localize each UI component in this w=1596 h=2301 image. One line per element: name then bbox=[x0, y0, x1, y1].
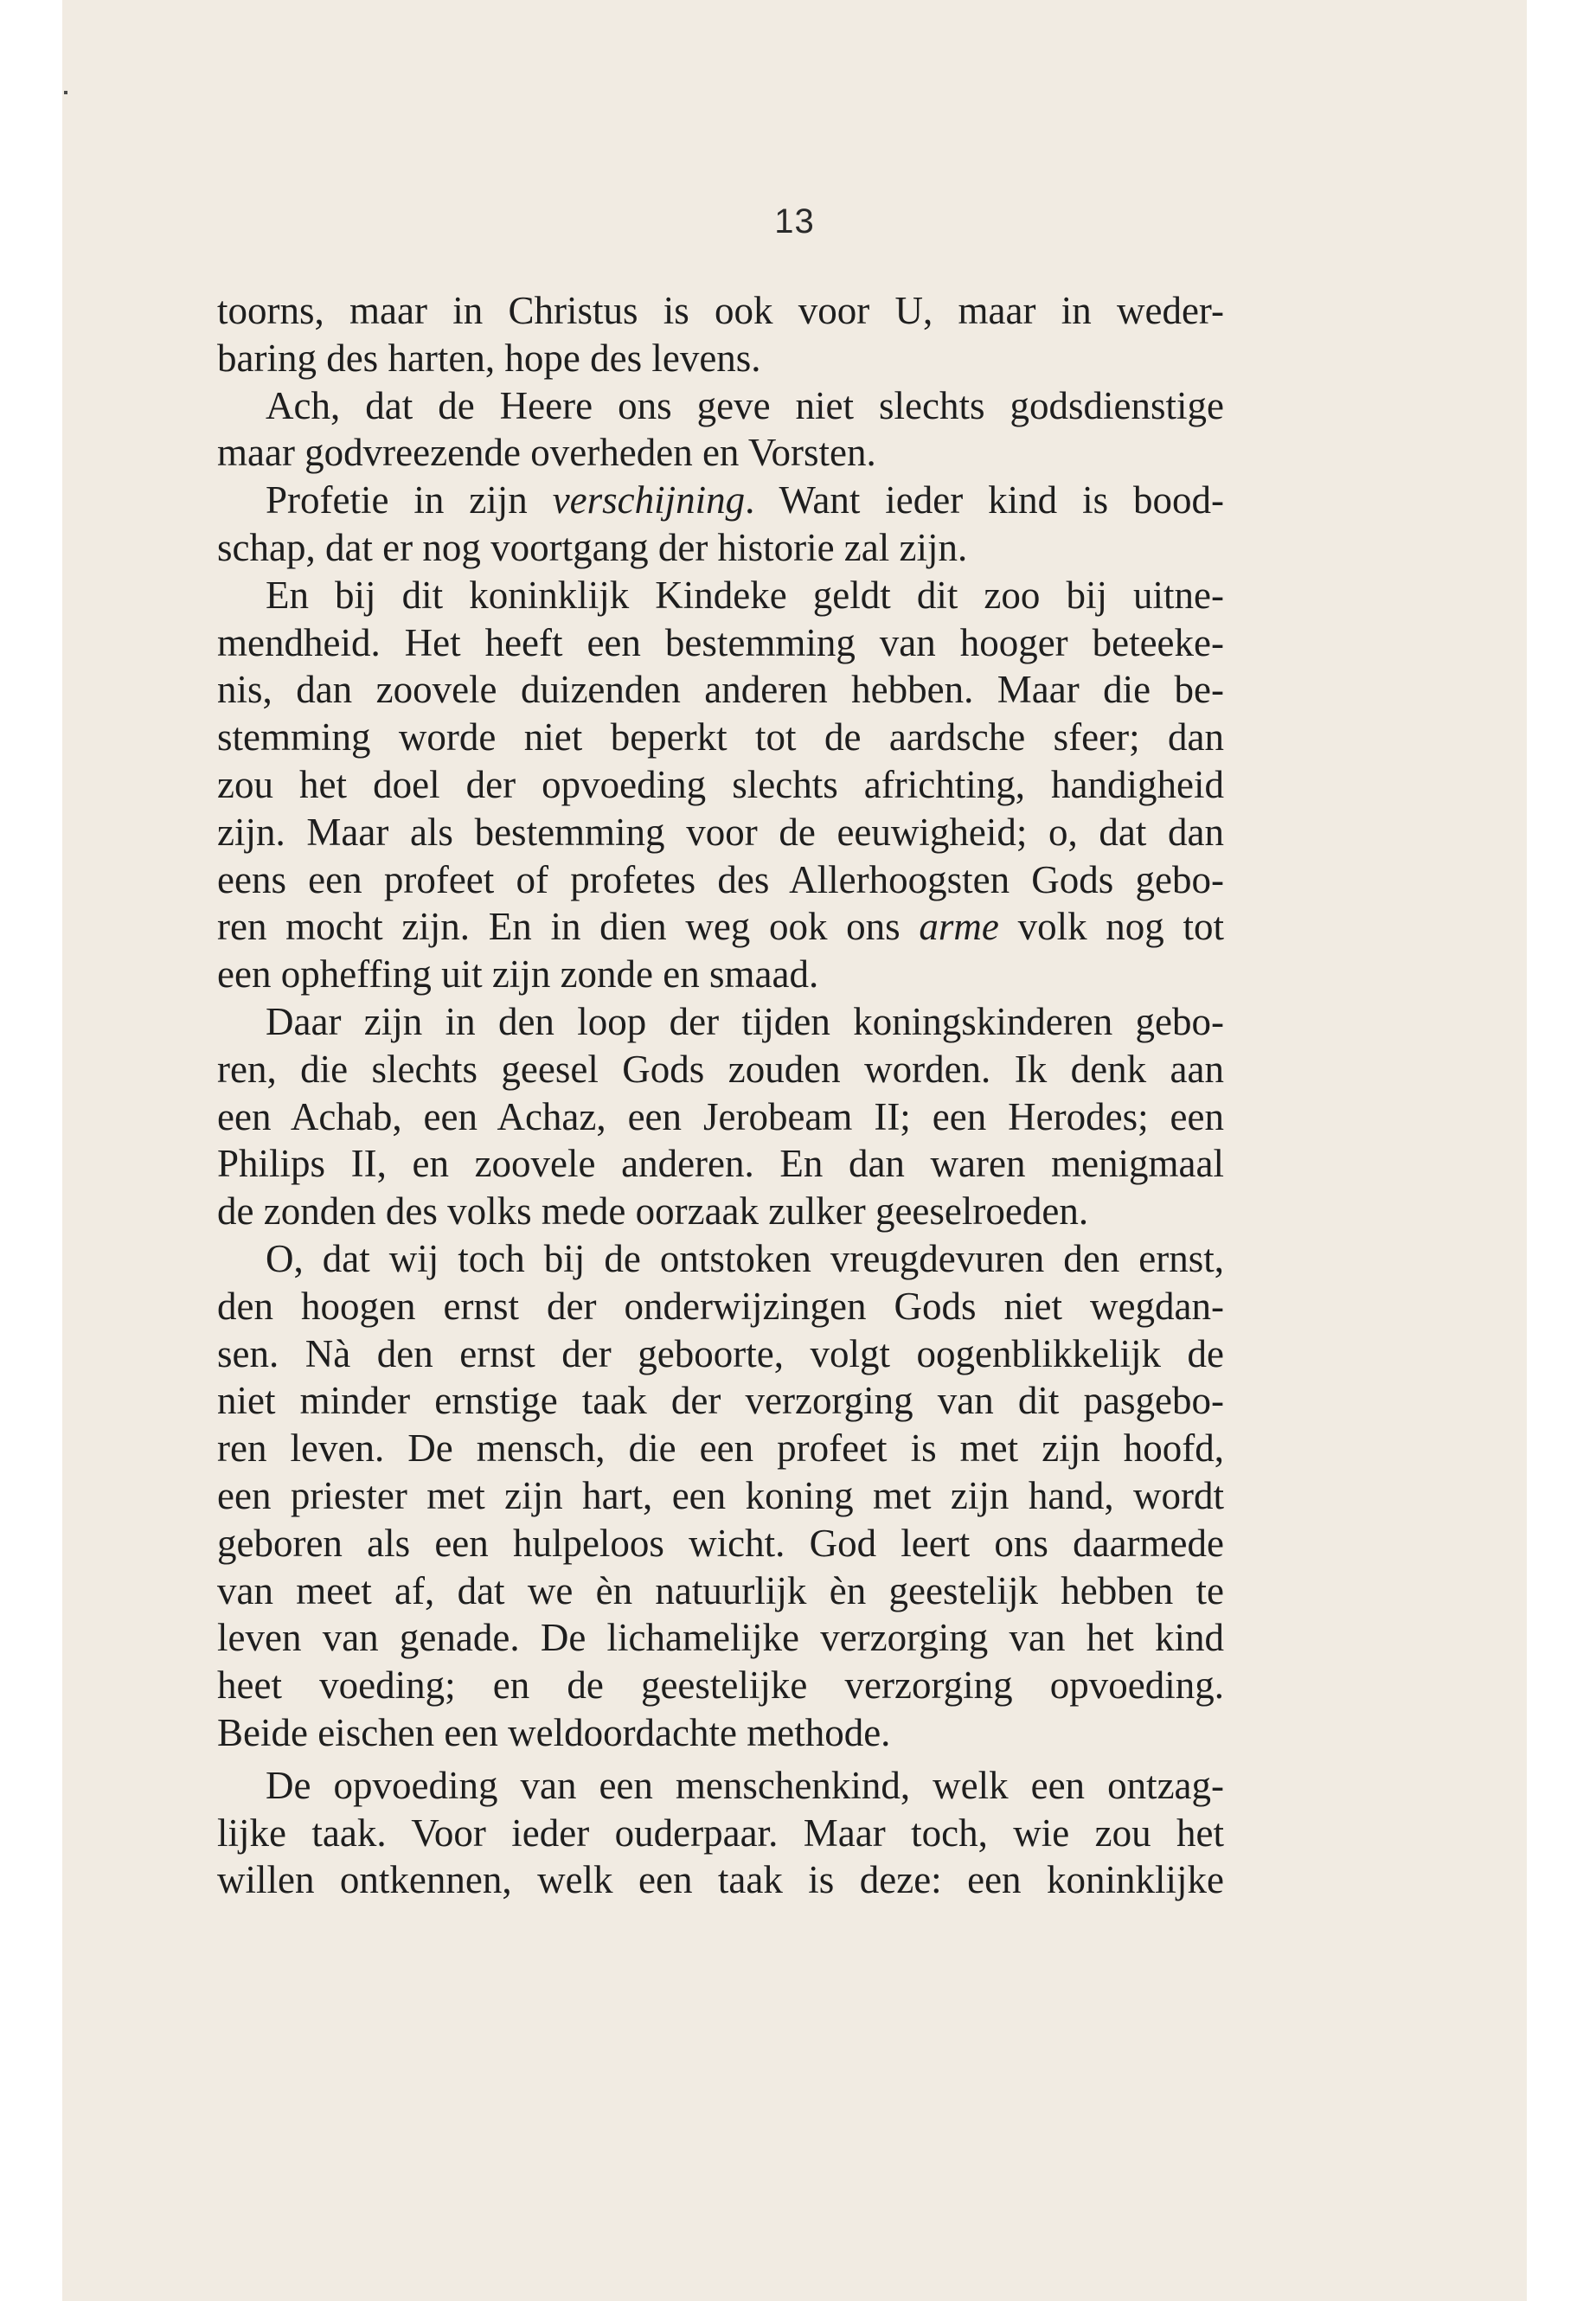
paragraph-line: sen. Nà den ernst der geboorte, volgt oogenblikkelijk de bbox=[217, 1331, 1224, 1375]
body-text bbox=[217, 287, 1224, 1904]
text-run: Profetie in zijn bbox=[266, 478, 553, 522]
paragraph-line: ren, die slechts geesel Gods zouden worden. Ik denk aan bbox=[217, 1047, 1224, 1091]
paragraph-line: Philips II, en zoovele anderen. En dan waren menigmaal bbox=[217, 1142, 1224, 1186]
paragraph-line: de zonden des volks mede oorzaak zulker geeselroeden. bbox=[217, 1189, 1089, 1234]
paragraph-line: Daar zijn in den loop der tijden koningskinderen gebo- bbox=[266, 999, 1224, 1043]
text-run: volk nog tot bbox=[998, 905, 1224, 949]
text-run: . Want ieder kind is bood- bbox=[745, 478, 1224, 522]
paragraph-line: eens een profeet of profetes des Allerhoogsten Gods gebo- bbox=[217, 857, 1224, 901]
paragraph-line: baring des harten, hope des levens. bbox=[217, 336, 761, 380]
paragraph-line: maar godvreezende overheden en Vorsten. bbox=[217, 431, 876, 475]
paragraph-line: zijn. Maar als bestemming voor de eeuwigheid; o, dat dan bbox=[217, 810, 1224, 854]
paragraph-line: een Achab, een Achaz, een Jerobeam II; een Herodes; een bbox=[217, 1094, 1224, 1138]
scan-speck bbox=[64, 91, 67, 94]
paragraph-line: nis, dan zoovele duizenden anderen hebben. Maar die be- bbox=[217, 668, 1224, 712]
paragraph-line: een opheffing uit zijn zonde en smaad. bbox=[217, 952, 819, 997]
scan-background-edge bbox=[0, 0, 62, 2301]
paragraph-line: lijke taak. Voor ieder ouderpaar. Maar toch, wie zou het bbox=[217, 1811, 1224, 1855]
paragraph-line: geboren als een hulpeloos wicht. God leert ons daarmede bbox=[217, 1521, 1224, 1565]
paragraph-line: van meet af, dat we èn natuurlijk èn geestelijk hebben te bbox=[217, 1568, 1224, 1612]
page-number: 13 bbox=[774, 202, 815, 240]
paragraph-line: mendheid. Het heeft een bestemming van hooger beteeke- bbox=[217, 620, 1224, 664]
paragraph-line: willen ontkennen, welk een taak is deze: een koninklijke bbox=[217, 1858, 1224, 1902]
paragraph-line: De opvoeding van een menschenkind, welk een ontzag- bbox=[266, 1763, 1224, 1807]
paragraph-line bbox=[217, 477, 1224, 524]
text-run: ren mocht zijn. En in dien weg ook ons bbox=[217, 905, 920, 949]
paragraph-line: heet voeding; en de geestelijke verzorging opvoeding. bbox=[217, 1663, 1224, 1708]
paragraph-line: zou het doel der opvoeding slechts africhting, handigheid bbox=[217, 762, 1224, 806]
paragraph-line: een priester met zijn hart, een koning met zijn hand, wordt bbox=[217, 1473, 1224, 1517]
paragraph-line: ren leven. De mensch, die een profeet is met zijn hoofd, bbox=[217, 1426, 1224, 1471]
paragraph-line: leven van genade. De lichamelijke verzorging van het kind bbox=[217, 1616, 1224, 1660]
paragraph-line: niet minder ernstige taak der verzorging van dit pasgebo- bbox=[217, 1379, 1224, 1423]
paragraph-line: Beide eischen een weldoordachte methode. bbox=[217, 1710, 891, 1754]
paragraph-line: toorns, maar in Christus is ook voor U, maar in weder- bbox=[217, 289, 1224, 332]
paragraph-line: O, dat wij toch bij de ontstoken vreugdevuren den ernst, bbox=[266, 1236, 1224, 1280]
paragraph-line: stemming worde niet beperkt tot de aardsche sfeer; dan bbox=[217, 715, 1224, 760]
paragraph-line: Ach, dat de Heere ons geve niet slechts godsdienstige bbox=[266, 383, 1224, 427]
italic-word: verschijning bbox=[552, 478, 746, 522]
paragraph-line: schap, dat er nog voortgang der historie zal zijn. bbox=[217, 525, 968, 569]
italic-word: arme bbox=[919, 905, 999, 949]
book-page bbox=[62, 0, 1527, 2301]
paragraph-line: En bij dit koninklijk Kindeke geldt dit zoo bij uitne- bbox=[266, 573, 1224, 617]
paragraph-line bbox=[217, 903, 1224, 951]
paragraph-line: den hoogen ernst der onderwijzingen Gods niet wegdan- bbox=[217, 1284, 1224, 1328]
